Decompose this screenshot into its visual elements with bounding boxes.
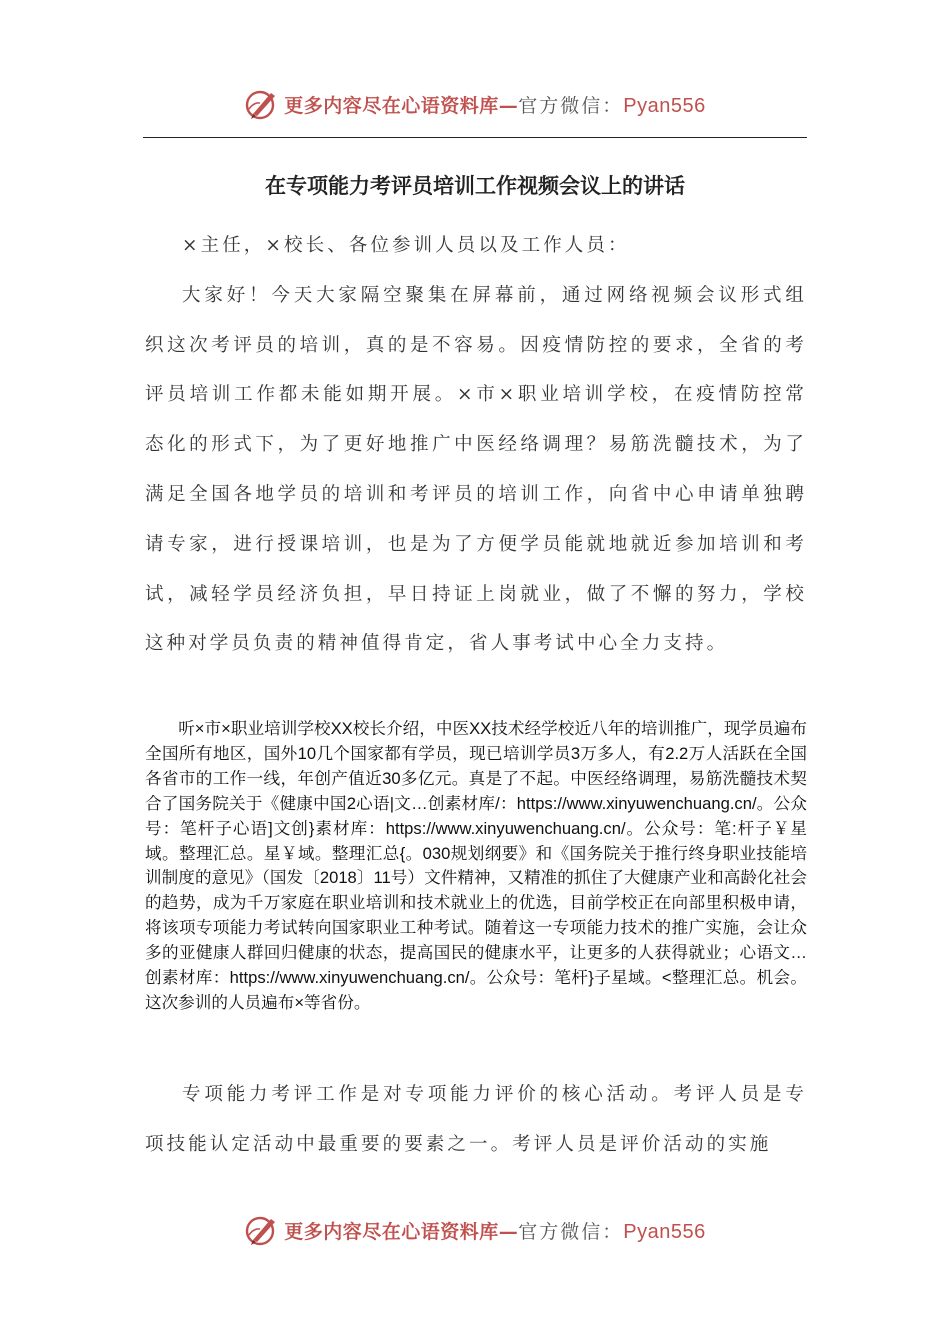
pen-logo-icon	[244, 87, 280, 121]
footer-banner-prefix: 更多内容尽在心语资料库	[284, 1220, 499, 1243]
body-upper	[145, 221, 807, 669]
pen-logo-icon	[244, 1213, 280, 1247]
body-dense	[145, 717, 807, 1016]
banner-middle: 官方微信：	[518, 94, 624, 117]
banner-separator: —	[498, 94, 519, 117]
banner-wechat-id: Pyan556	[623, 94, 706, 117]
document-title: 在专项能力考评员培训工作视频会议上的讲话	[265, 173, 685, 198]
footer-banner-middle: 官方微信：	[518, 1220, 624, 1243]
body-lower	[145, 1070, 807, 1170]
header-divider	[143, 137, 807, 138]
footer-banner-separator: —	[498, 1220, 519, 1243]
header-banner	[0, 84, 950, 124]
footer-banner	[0, 1210, 950, 1250]
paragraph-1: 大家好！今天大家隔空聚集在屏幕前，通过网络视频会议形式组织这次考评员的培训，真的是不容易。因疫情防控的要求，全省的考评员培训工作都未能如期开展。×市×职业培训学校，在疫情防控常态化的形式下，为了更好地推广中医经络调理？易筋洗髓技术，为了满足全国各地学员的培训和考评员的培训工作，向省中心申请单独聘请专家，进行授课培训，也是为了方便学员能就地就近参加培训和考试，减轻学员经济负担，早日持证上岗就业，做了不懈的努力，学校这种对学员负责的精神值得肯定，省人事考试中心全力支持。	[145, 284, 807, 655]
footer-banner-wechat-id: Pyan556	[623, 1220, 706, 1243]
salutation: ×主任，×校长、各位参训人员以及工作人员：	[182, 235, 630, 256]
paragraph-3: 专项能力考评工作是对专项能力评价的核心活动。考评人员是专项技能认定活动中最重要的要素之一。考评人员是评价活动的实施	[145, 1084, 807, 1155]
banner-prefix: 更多内容尽在心语资料库	[284, 94, 499, 117]
paragraph-2: 听×市×职业培训学校XX校长介绍，中医XX技术经学校近八年的培训推广，现学员遍布全国所有地区，国外10几个国家都有学员，现已培训学员3万多人，有2.2万人活跃在全国各省市的工作一线，年创产值近30多亿元。真是了不起。中医经络调理，易筋洗髓技术契合了国务院关于《健康中国2心语|文…创素材库/：https://www.xinyuwenchuang.cn/。公众号：笔杆子心语]文创}素材库：https://www.xinyuwenchuang.cn/。公众号：笔:杆子￥星域。整理汇总。星￥域。整理汇总{。030规划纲要》和《国务院关于推行终身职业技能培训制度的意见》（国发〔2018〕11号）文件精神，又精准的抓住了大健康产业和高龄化社会的趋势，成为千万家庭在职业培训和技术就业上的优选，目前学校正在向部里积极申请，将该项专项能力考试转向国家职业工种考试。随着这一专项能力技术的推广实施，会让众多的亚健康人群回归健康的状态，提高国民的健康水平，让更多的人获得就业；心语文…创素材库：https://www.xinyuwenchuang.cn/。公众号：笔杆}子星域。<整理汇总。机会。这次参训的人员遍布×等省份。	[145, 719, 807, 1012]
